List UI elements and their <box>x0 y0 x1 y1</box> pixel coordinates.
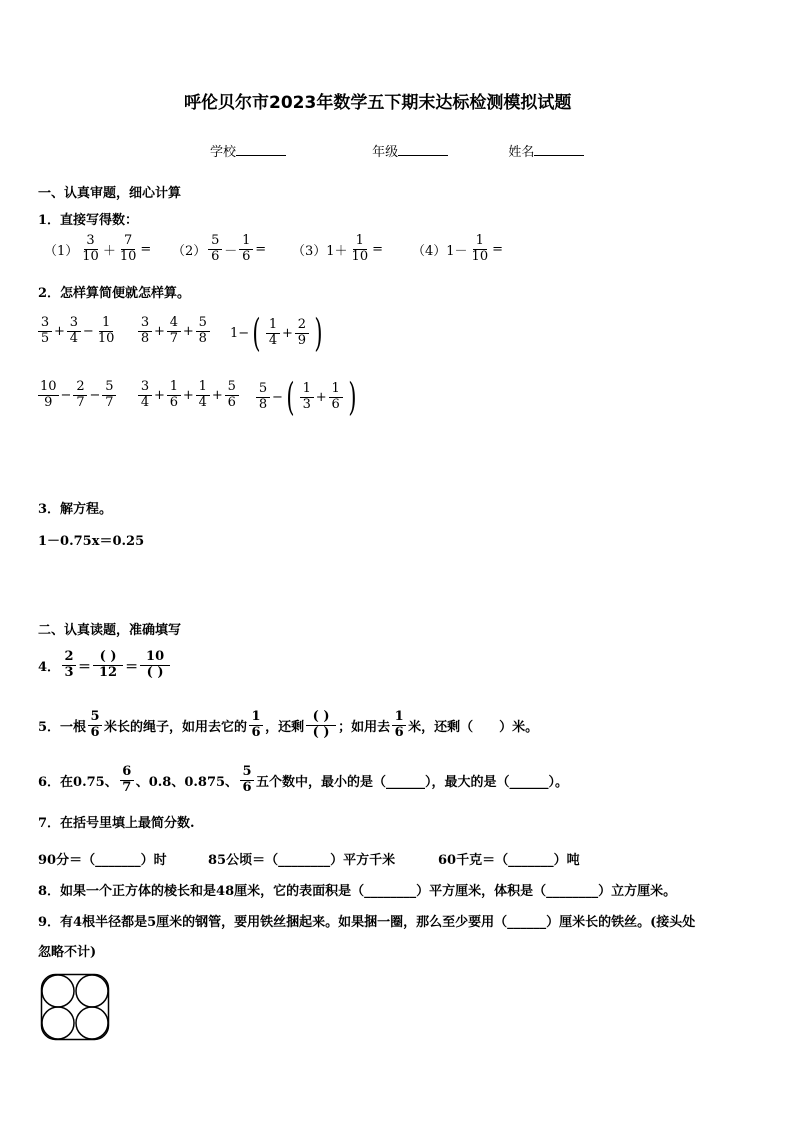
pipe-circle <box>42 1007 74 1039</box>
q2-expr-2: $\frac{3}{8}$ + $\frac{4}{7}$ + $\frac{5}{8}$ <box>136 316 212 347</box>
pipes-figure <box>40 973 110 1041</box>
grade-label: 年级 <box>372 145 399 160</box>
q7-label: 7．在括号里填上最简分数. <box>38 816 195 831</box>
left-paren: ( <box>286 375 295 419</box>
q1-item-4 <box>412 234 503 265</box>
q1-index: （4）1－ <box>412 243 468 259</box>
school-blank[interactable] <box>236 143 286 156</box>
header-row <box>210 141 584 160</box>
q7-item-1: 90分＝（_______）时 <box>38 853 167 868</box>
pipe-circle <box>76 1007 108 1039</box>
operator: ＋ <box>102 243 116 259</box>
section2-heading: 二、认真读题，准确填写 <box>38 623 182 638</box>
pipe-circle <box>42 975 74 1007</box>
q2-expr-4: $\frac{10}{9}$ − $\frac{2}{7}$ − $\frac{5}{7}$ <box>36 380 118 411</box>
q1-item-3 <box>292 234 383 265</box>
name-blank[interactable] <box>534 143 584 156</box>
fraction: $\frac{5}{6}$ <box>208 234 222 265</box>
q2-expr-5: $\frac{3}{4}$ + $\frac{1}{6}$ + $\frac{1}{4}$ + $\frac{5}{6}$ <box>136 380 241 411</box>
equals-sign: = <box>255 241 267 257</box>
q2-expr-1: $\frac{3}{5}$ + $\frac{3}{4}$ − $\frac{1}{10}$ <box>36 316 118 347</box>
page-title: 呼伦贝尔市2023年数学五下期末达标检测模拟试题 <box>184 93 572 113</box>
q7-item-3: 60千克＝（_______）吨 <box>438 853 580 868</box>
fraction: $\frac{1}{10}$ <box>471 233 489 264</box>
q3-equation: 1－0.75x＝0.25 <box>38 534 145 549</box>
left-paren: ( <box>252 311 261 355</box>
name-label: 姓名 <box>508 145 535 160</box>
q4-blank-fraction-2[interactable]: $\frac{10}{( )}$ <box>140 650 170 681</box>
q2-label: 2．怎样算简便就怎样算。 <box>38 286 191 301</box>
q1-item-1 <box>44 234 151 265</box>
school-label: 学校 <box>210 145 237 160</box>
fraction: $\frac{3}{10}$ <box>82 233 99 264</box>
q3-label: 3．解方程。 <box>38 502 113 517</box>
q4-blank-fraction[interactable]: $\frac{( )}{12}$ <box>93 650 123 681</box>
q1-item-2 <box>172 234 266 265</box>
right-paren: ) <box>314 311 323 355</box>
equals-sign: = <box>372 241 383 257</box>
equals-sign: = <box>492 241 503 257</box>
q1-index: （1） <box>44 243 79 259</box>
right-paren: ) <box>347 375 357 419</box>
q2-expr-6: $\frac{5}{8}$ − ( $\frac{1}{3}$ + $\frac{1}{6}$ ) <box>254 378 359 416</box>
q9-line1: 9．有4根半径都是5厘米的钢管，要用铁丝捆起来。如果捆一圈，那么至少要用（______）厘米长的铁丝。(接头处 <box>38 915 696 930</box>
fraction: $\frac{7}{10}$ <box>119 233 137 264</box>
section1-heading: 一、认真审题，细心计算 <box>38 186 182 201</box>
q1-index: （3）1＋ <box>292 243 348 259</box>
fraction: $\frac{1}{6}$ <box>239 234 253 265</box>
wire-outline <box>42 975 109 1040</box>
equals-sign: = <box>140 241 152 257</box>
pipe-circle <box>76 975 108 1007</box>
q5-blank-fraction[interactable]: $\frac{( )}{( )}$ <box>306 710 336 741</box>
fraction: $\frac{1}{10}$ <box>351 233 369 264</box>
q4: 4． $\frac{2}{3}$ ＝ $\frac{( )}{12}$ ＝ $\frac{10}{( )}$ <box>38 650 172 681</box>
q8: 8．如果一个正方体的棱长和是48厘米，它的表面积是（________）平方厘米，体积是（________）立方厘米。 <box>38 884 677 899</box>
q2-expr-3: 1− ( $\frac{1}{4}$ + $\frac{2}{9}$ ) <box>230 311 323 355</box>
q5: 5．一根 $\frac{5}{6}$ 米长的绳子，如用去它的 $\frac{1}{6}$ ，还剩 $\frac{( )}{( )}$ ；如用去 $\frac{1}{6}$ 米，还剩（ ）米。 <box>38 709 539 740</box>
q1-index: （2） <box>172 243 207 259</box>
q7-item-2: 85公顷＝（________）平方千米 <box>208 853 396 868</box>
q9-line2: 忽略不计) <box>38 945 97 960</box>
q6: 6．在0.75、 $\frac{6}{7}$ 、0.8、0.875、 $\frac{5}{6}$ 五个数中，最小的是（______），最大的是（______）。 <box>38 764 569 795</box>
grade-blank[interactable] <box>398 143 448 156</box>
q1-label: 1．直接写得数： <box>38 213 139 228</box>
operator: － <box>224 243 238 259</box>
